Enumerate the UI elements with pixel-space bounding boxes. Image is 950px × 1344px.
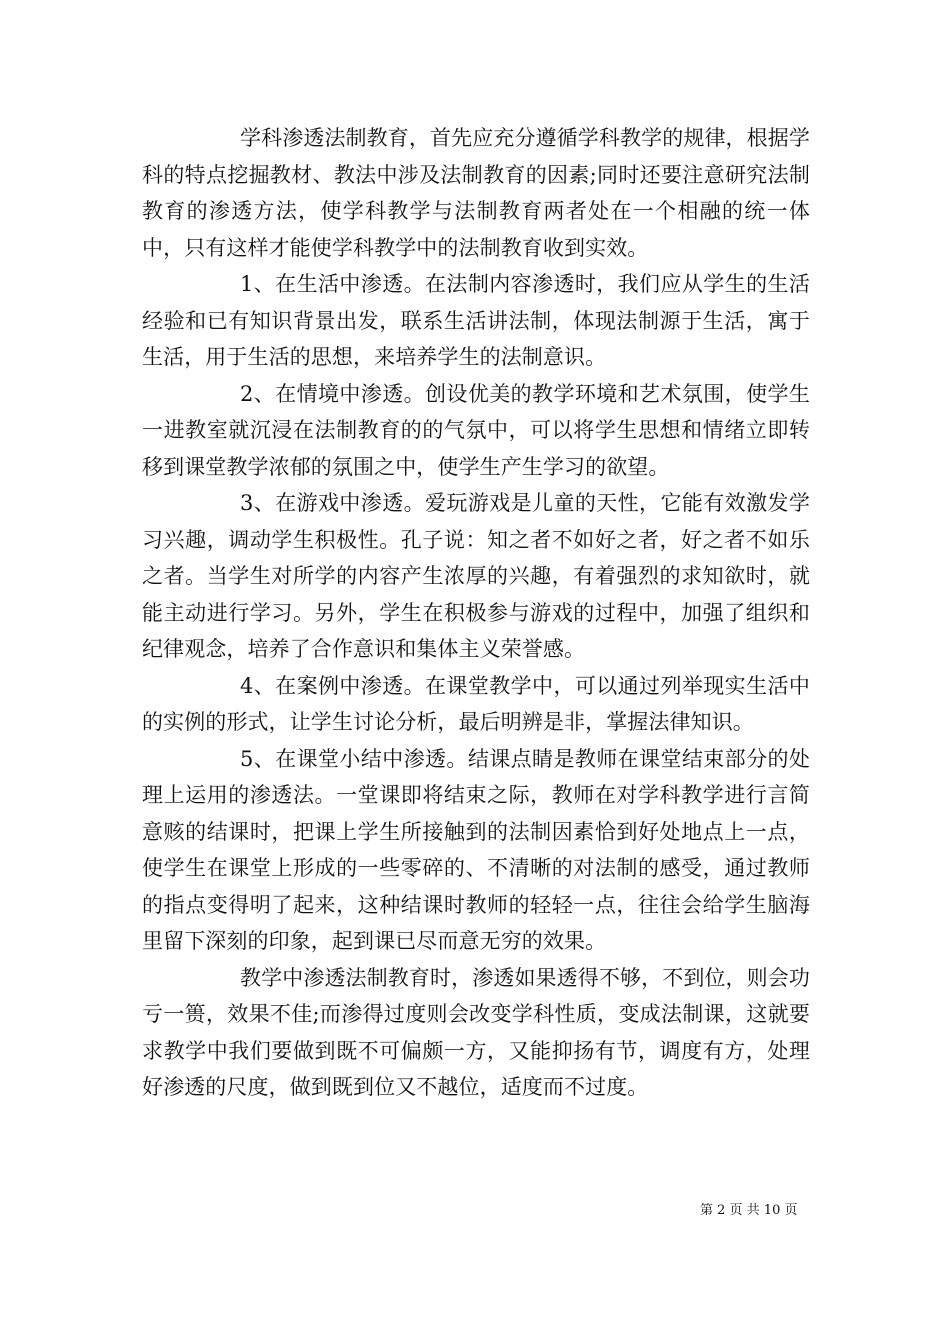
paragraph-item-4: 4、在案例中渗透。在课堂教学中，可以通过列举现实生活中的实例的形式，让学生讨论分析，最后明辨是非，掌握法律知识。 bbox=[142, 673, 810, 734]
document-body bbox=[142, 120, 810, 1106]
paragraph-conclusion: 教学中渗透法制教育时，渗透如果透得不够，不到位，则会功亏一篑，效果不佳;而渗得过度则会改变学科性质，变成法制课，这就要求教学中我们要做到既不可偏颇一方，又能抑扬有节，调度有方，处理好渗透的尺度，做到既到位又不越位，适度而不过度。 bbox=[142, 965, 810, 1099]
page-number-footer: 第 2 页 共 10 页 bbox=[700, 1203, 798, 1218]
paragraph-item-5: 5、在课堂小结中渗透。结课点睛是教师在课堂结束部分的处理上运用的渗透法。一堂课即将结束之际，教师在对学科教学进行言简意赅的结课时，把课上学生所接触到的法制因素恰到好处地点上一点，使学生在课堂上形成的一些零碎的、不清晰的对法制的感受，通过教师的指点变得明了起来，这种结课时教师的轻轻一点，往往会给学生脑海里留下深刻的印象，起到课已尽而意无穷的效果。 bbox=[142, 746, 810, 953]
paragraph-item-3: 3、在游戏中渗透。爱玩游戏是儿童的天性，它能有效激发学习兴趣，调动学生积极性。孔子说：知之者不如好之者，好之者不如乐之者。当学生对所学的内容产生浓厚的兴趣，有着强烈的求知欲时，就能主动进行学习。另外，学生在积极参与游戏的过程中，加强了组织和纪律观念，培养了合作意识和集体主义荣誉感。 bbox=[142, 491, 810, 661]
paragraph-item-1: 1、在生活中渗透。在法制内容渗透时，我们应从学生的生活经验和已有知识背景出发，联系生活讲法制，体现法制源于生活，寓于生活，用于生活的思想，来培养学生的法制意识。 bbox=[142, 272, 810, 369]
paragraph-intro: 学科渗透法制教育，首先应充分遵循学科教学的规律，根据学科的特点挖掘教材、教法中涉及法制教育的因素;同时还要注意研究法制教育的渗透方法，使学科教学与法制教育两者处在一个相融的统一体中，只有这样才能使学科教学中的法制教育收到实效。 bbox=[142, 126, 810, 260]
paragraph-item-2: 2、在情境中渗透。创设优美的教学环境和艺术氛围，使学生一进教室就沉浸在法制教育的的气氛中，可以将学生思想和情绪立即转移到课堂教学浓郁的氛围之中，使学生产生学习的欲望。 bbox=[142, 381, 810, 479]
